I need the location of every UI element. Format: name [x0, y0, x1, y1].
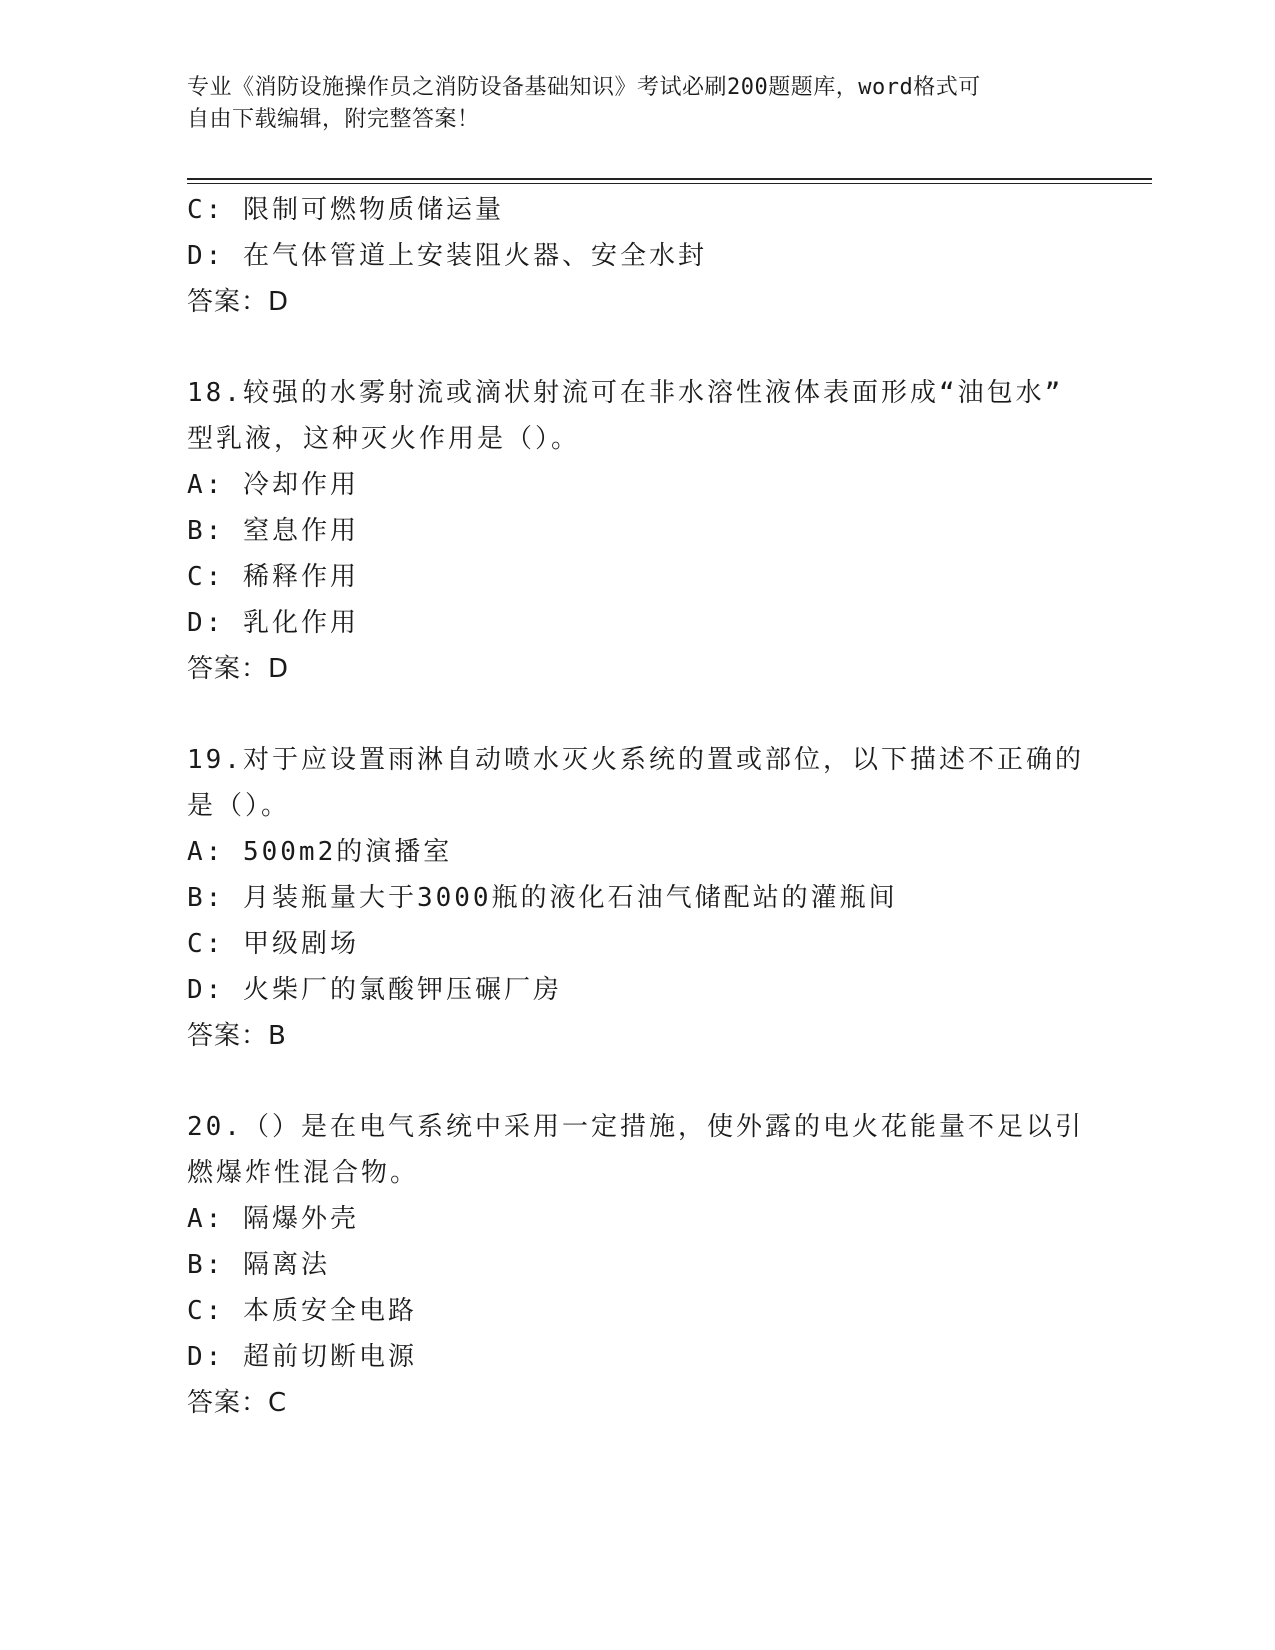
option-c: C: 限制可燃物质储运量 [187, 195, 504, 225]
option-d: D: 在气体管道上安装阻火器、安全水封 [187, 241, 707, 271]
header-line-2: 自由下载编辑，附完整答案！ [187, 107, 480, 132]
question-18 [187, 370, 1087, 692]
option-c: C: 稀释作用 [187, 562, 359, 592]
answer-line: 答案：B [187, 1021, 287, 1051]
question-20 [187, 1104, 1087, 1426]
header-line-1: 专业《消防设施操作员之消防设备基础知识》考试必刷200题题库，word格式可 [187, 75, 981, 100]
answer-line: 答案：C [187, 1388, 288, 1418]
question-stem-line-1: 20.（）是在电气系统中采用一定措施，使外露的电火花能量不足以引 [187, 1112, 1084, 1142]
question-stem-line-2: 是（）。 [187, 791, 291, 821]
question-stem-line-2: 型乳液，这种灭火作用是（）。 [187, 424, 581, 454]
question-stem-line-2: 燃爆炸性混合物。 [187, 1158, 420, 1188]
option-a: A: 隔爆外壳 [187, 1204, 359, 1234]
option-b: B: 月装瓶量大于3000瓶的液化石油气储配站的灌瓶间 [187, 883, 898, 913]
question-content [187, 187, 1087, 1426]
document-header [187, 72, 1067, 136]
option-b: B: 窒息作用 [187, 516, 359, 546]
answer-line: 答案：D [187, 287, 290, 317]
option-d: D: 火柴厂的氯酸钾压碾厂房 [187, 975, 562, 1005]
option-a: A: 冷却作用 [187, 470, 359, 500]
question-stem-line-1: 19.对于应设置雨淋自动喷水灭火系统的置或部位，以下描述不正确的 [187, 745, 1084, 775]
option-d: D: 乳化作用 [187, 608, 359, 638]
question-stem-line-1: 18.较强的水雾射流或滴状射流可在非水溶性液体表面形成“油包水” [187, 378, 1064, 408]
option-c: C: 甲级剧场 [187, 929, 359, 959]
option-d: D: 超前切断电源 [187, 1342, 417, 1372]
option-c: C: 本质安全电路 [187, 1296, 417, 1326]
header-rule-thick [187, 178, 1152, 180]
header-rule-thin [187, 183, 1152, 184]
option-b: B: 隔离法 [187, 1250, 330, 1280]
option-a: A: 500m2的演播室 [187, 837, 453, 867]
question-17-continued [187, 187, 1087, 325]
question-19 [187, 737, 1087, 1059]
answer-line: 答案：D [187, 654, 290, 684]
